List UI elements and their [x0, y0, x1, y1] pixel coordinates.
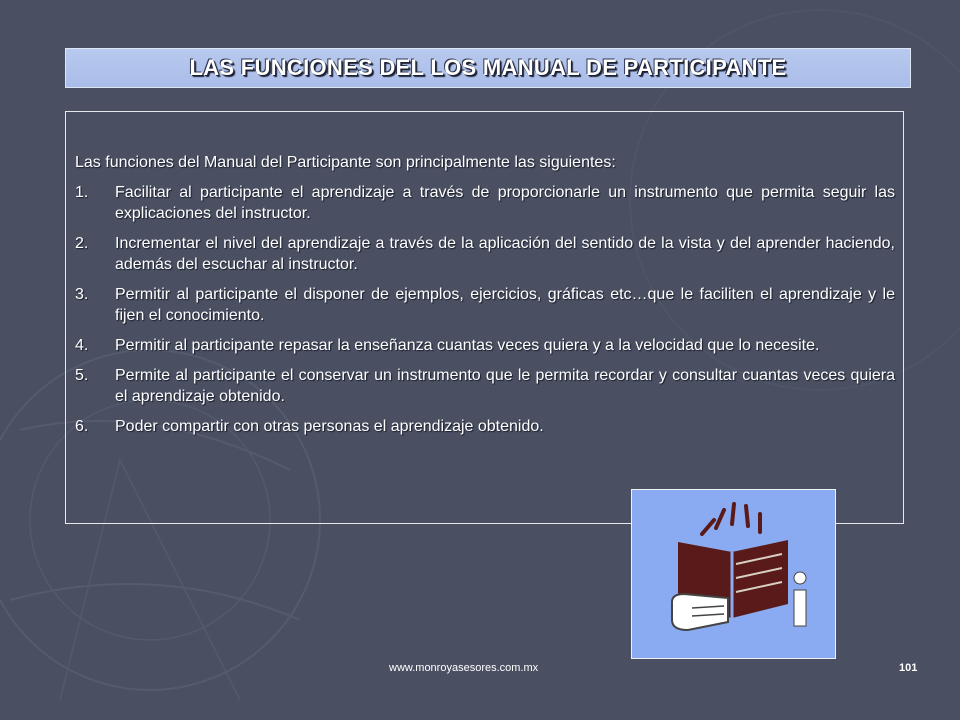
- footer-url: www.monroyasesores.com.mx: [389, 662, 539, 674]
- list-item: [75, 182, 895, 224]
- item-number: 3.: [75, 286, 89, 303]
- item-text: Permite al participante el conservar un instrumento que le permita recordar y consultar cuantas veces quiera el aprendizaje obtenido.: [115, 367, 895, 405]
- title-banner: [65, 48, 911, 88]
- item-number: 4.: [75, 337, 89, 354]
- item-text: Poder compartir con otras personas el aprendizaje obtenido.: [115, 418, 544, 435]
- item-text: Facilitar al participante el aprendizaje a través de proporcionarle un instrumento que permita seguir las explicaciones del instructor.: [115, 184, 895, 222]
- intro-text: Las funciones del Manual del Participante son principalmente las siguientes:: [75, 154, 616, 171]
- content-box: [65, 111, 904, 524]
- reading-book-icon: [632, 490, 835, 658]
- list-item: [75, 416, 895, 437]
- list-item: [75, 284, 895, 326]
- item-number: 5.: [75, 367, 89, 384]
- item-number: 6.: [75, 418, 89, 435]
- list-item: [75, 365, 895, 407]
- list-item: [75, 335, 895, 356]
- item-number: 2.: [75, 235, 89, 252]
- list-item: [75, 233, 895, 275]
- item-text: Permitir al participante el disponer de ejemplos, ejercicios, gráficas etc…que le faciliten el aprendizaje y le fijen el conocimiento.: [115, 286, 895, 324]
- illustration-frame: [631, 489, 836, 659]
- item-number: 1.: [75, 184, 89, 201]
- page-number: 101: [899, 662, 918, 674]
- item-text: Incrementar el nivel del aprendizaje a través de la aplicación del sentido de la vista y del aprender haciendo, además del escuchar al instructor.: [115, 235, 895, 273]
- slide-title: LAS FUNCIONES DEL LOS MANUAL DE PARTICIPANTE: [189, 55, 787, 80]
- item-text: Permitir al participante repasar la enseñanza cuantas veces quiera y a la velocidad que lo necesite.: [115, 337, 820, 354]
